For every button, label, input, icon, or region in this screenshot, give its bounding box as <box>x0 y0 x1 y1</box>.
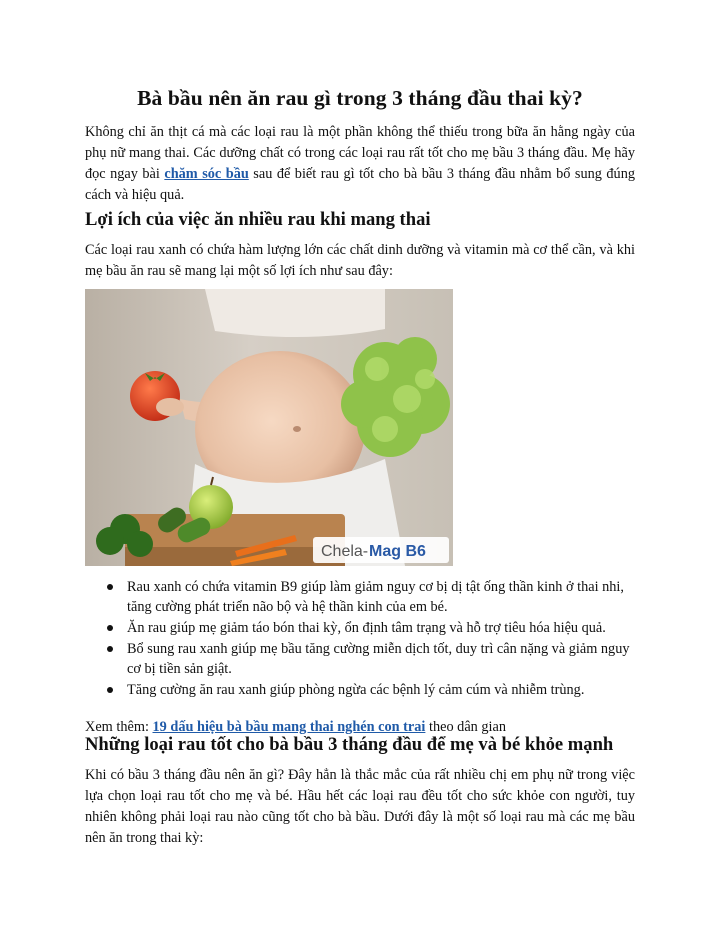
intro-text-before: Không chỉ ăn thịt cá mà các loại rau là một phần không thể thiếu trong bữa ăn hằng ngày của phụ nữ mang thai. Các dưỡng chất có trong các loại rau rất tốt cho mẹ bầu 3 tháng đầu. Mẹ hãy đọc ngay bài <box>85 124 635 182</box>
section1-paragraph: Các loại rau xanh có chứa hàm lượng lớn các chất dinh dưỡng và vitamin mà cơ thể cần, và khi mẹ bầu ăn rau sẽ mang lại một số lợi ích như sau đây: <box>85 242 635 279</box>
intro-paragraph <box>85 122 635 206</box>
see-also-prefix: Xem thêm: <box>85 719 153 736</box>
bullet-icon <box>107 625 113 631</box>
brand-logo-part2: Mag B6 <box>369 543 426 560</box>
list-item-text: Rau xanh có chứa vitamin B9 giúp làm giảm nguy cơ bị dị tật ống thần kinh ở thai nhi, tăng cường phát triển não bộ và hệ thần kinh của em bé. <box>127 579 624 615</box>
section1-heading: Lợi ích của việc ăn nhiều rau khi mang thai <box>85 209 431 230</box>
brand-logo-part1: Chela- <box>321 543 369 560</box>
section2-heading: Những loại rau tốt cho bà bầu 3 tháng đầu để mẹ và bé khỏe mạnh <box>85 734 614 755</box>
intro-text-after: sau để biết rau gì tốt cho bà bầu 3 tháng đầu nhằm bổ sung đúng cách và hiệu quả. <box>85 166 635 203</box>
list-item-text: Ăn rau giúp mẹ giảm táo bón thai kỳ, ổn định tâm trạng và hỗ trợ tiêu hóa hiệu quả. <box>127 620 606 636</box>
see-also-suffix: theo dân gian <box>425 719 507 736</box>
page-title: Bà bầu nên ăn rau gì trong 3 tháng đầu thai kỳ? <box>137 86 583 110</box>
bullet-icon <box>107 687 113 693</box>
see-also-link[interactable]: 19 dấu hiệu bà bầu mang thai nghén con trai <box>152 719 426 736</box>
list-item <box>85 577 635 617</box>
list-item <box>85 618 635 638</box>
list-item <box>85 680 635 700</box>
list-item-text: Bổ sung rau xanh giúp mẹ bầu tăng cường miễn dịch tốt, duy trì cân nặng và giảm nguy cơ bị tiền sản giật. <box>127 641 630 677</box>
list-item <box>85 639 635 679</box>
pregnant-woman-vegetables-photo <box>85 289 453 566</box>
section2-paragraph: Khi có bầu 3 tháng đầu nên ăn gì? Đây hẳn là thắc mắc của rất nhiều chị em phụ nữ trong việc lựa chọn loại rau tốt cho mẹ và bé. Hầu hết các loại rau đều tốt cho sức khỏe con người, tuy nhiên không phải loại rau nào cũng tốt cho bà bầu. Dưới đây là một số loại rau mà các mẹ bầu nên ăn trong thai kỳ: <box>85 767 635 846</box>
cham-soc-bau-link[interactable]: chăm sóc bầu <box>164 166 249 182</box>
list-item-text: Tăng cường ăn rau xanh giúp phòng ngừa các bệnh lý cảm cúm và nhiễm trùng. <box>127 682 585 698</box>
benefits-list <box>85 577 635 701</box>
bullet-icon <box>107 584 113 590</box>
bullet-icon <box>107 646 113 652</box>
